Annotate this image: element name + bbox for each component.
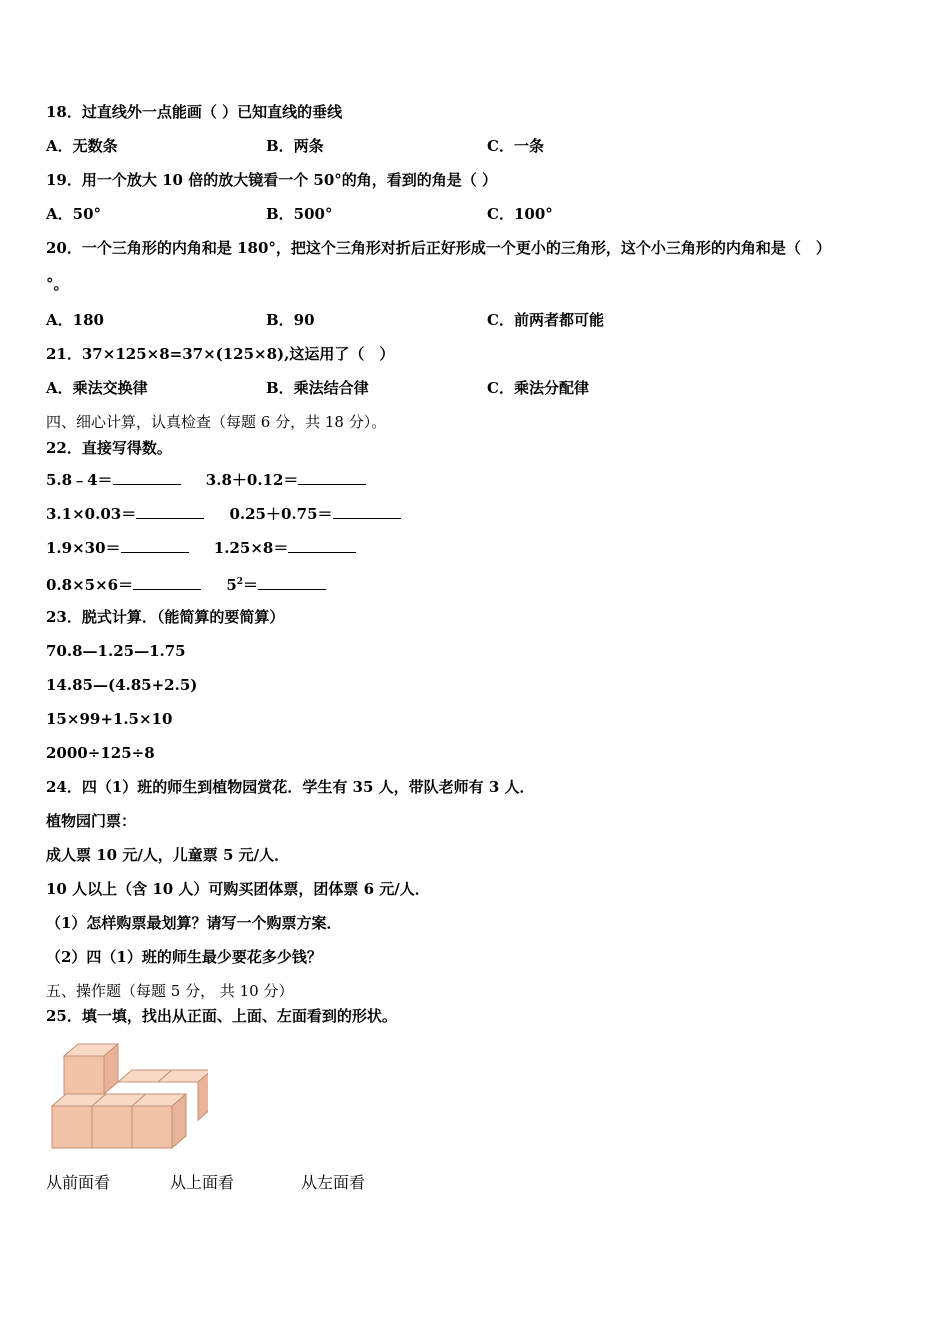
q24-stem: 24．四（1）班的师生到植物园赏花．学生有 35 人，带队老师有 3 人． [46, 778, 535, 796]
q22-item-8-equals: ＝ [243, 576, 259, 594]
q22-row-4 [46, 572, 326, 595]
q19-option-a: A．50° [46, 205, 102, 223]
q24-subquestion-1: （1）怎样购票最划算？请写一个购票方案． [46, 914, 342, 932]
answer-blank[interactable] [133, 575, 201, 590]
q22-row-1 [46, 470, 366, 490]
q20-stem: 20．一个三角形的内角和是 180°，把这个三角形对折后正好形成一个更小的三角形，这个小三角形的内角和是（ ） [46, 239, 831, 257]
q18-option-b: B．两条 [266, 137, 324, 155]
answer-blank[interactable] [113, 470, 181, 485]
q22-item-8-base: 5 [226, 576, 237, 594]
answer-blank[interactable] [258, 575, 326, 590]
q23-item-2: 14.85—(4.85+2.5) [46, 676, 198, 694]
q20-stem-continued: °。 [46, 275, 69, 293]
q24-subquestion-2: （2）四（1）班的师生最少要花多少钱？ [46, 948, 322, 966]
view-label-top: 从上面看 [170, 1173, 235, 1192]
q24-line-2: 成人票 10 元/人，儿童票 5 元/人． [46, 846, 290, 864]
q22-row-3 [46, 538, 356, 558]
q21-option-b: B．乘法结合律 [266, 379, 369, 397]
q24-line-3: 10 人以上（含 10 人）可购买团体票，团体票 6 元/人． [46, 880, 430, 898]
q21-option-a: A．乘法交换律 [46, 379, 148, 397]
q19-option-c: C．100° [487, 205, 553, 223]
q21-stem: 21．37×125×8=37×(125×8),这运用了（ ） [46, 345, 395, 363]
q18-option-c: C．一条 [487, 137, 544, 155]
q22-stem: 22．直接写得数。 [46, 439, 172, 457]
answer-blank[interactable] [298, 470, 366, 485]
cube-stack-figure [48, 1040, 208, 1152]
q22-item-8-exponent: 2 [236, 577, 244, 587]
answer-blank[interactable] [136, 504, 204, 519]
q22-item-2: 3.8＋0.12＝ [205, 471, 299, 489]
view-label-front: 从前面看 [46, 1173, 111, 1192]
cube-top-left [64, 1044, 118, 1094]
section-4-heading: 四、细心计算，认真检查（每题 6 分，共 18 分）。 [46, 413, 387, 431]
q24-line-1: 植物园门票： [46, 812, 137, 830]
q18-stem: 18．过直线外一点能画（ ）已知直线的垂线 [46, 103, 343, 121]
q21-option-c: C．乘法分配律 [487, 379, 589, 397]
q23-item-1: 70.8—1.25—1.75 [46, 642, 186, 660]
answer-blank[interactable] [121, 538, 189, 553]
q22-item-6: 1.25×8＝ [213, 539, 289, 557]
q22-item-3: 3.1×0.03＝ [46, 505, 137, 523]
q19-option-b: B．500° [266, 205, 333, 223]
view-label-left: 从左面看 [301, 1173, 366, 1192]
q25-stem: 25．填一填，找出从正面、上面、左面看到的形状。 [46, 1007, 397, 1025]
answer-blank[interactable] [333, 504, 401, 519]
q23-item-4: 2000÷125÷8 [46, 744, 155, 762]
q22-item-5: 1.9×30＝ [46, 539, 121, 557]
q22-item-1: 5.8﹣4＝ [46, 471, 113, 489]
answer-blank[interactable] [288, 538, 356, 553]
q20-option-b: B．90 [266, 311, 315, 329]
q19-stem: 19．用一个放大 10 倍的放大镜看一个 50°的角，看到的角是（ ） [46, 171, 498, 189]
q22-row-2 [46, 504, 401, 524]
q20-option-a: A．180 [46, 311, 104, 329]
q22-item-4: 0.25＋0.75＝ [229, 505, 333, 523]
q20-option-c: C．前两者都可能 [487, 311, 604, 329]
q22-item-7: 0.8×5×6＝ [46, 576, 134, 594]
cube-front-row [52, 1094, 186, 1148]
q23-stem: 23．脱式计算．（能简算的要简算） [46, 608, 285, 626]
q23-item-3: 15×99+1.5×10 [46, 710, 173, 728]
section-5-heading: 五、操作题（每题 5 分， 共 10 分） [46, 982, 294, 1000]
q18-option-a: A．无数条 [46, 137, 118, 155]
